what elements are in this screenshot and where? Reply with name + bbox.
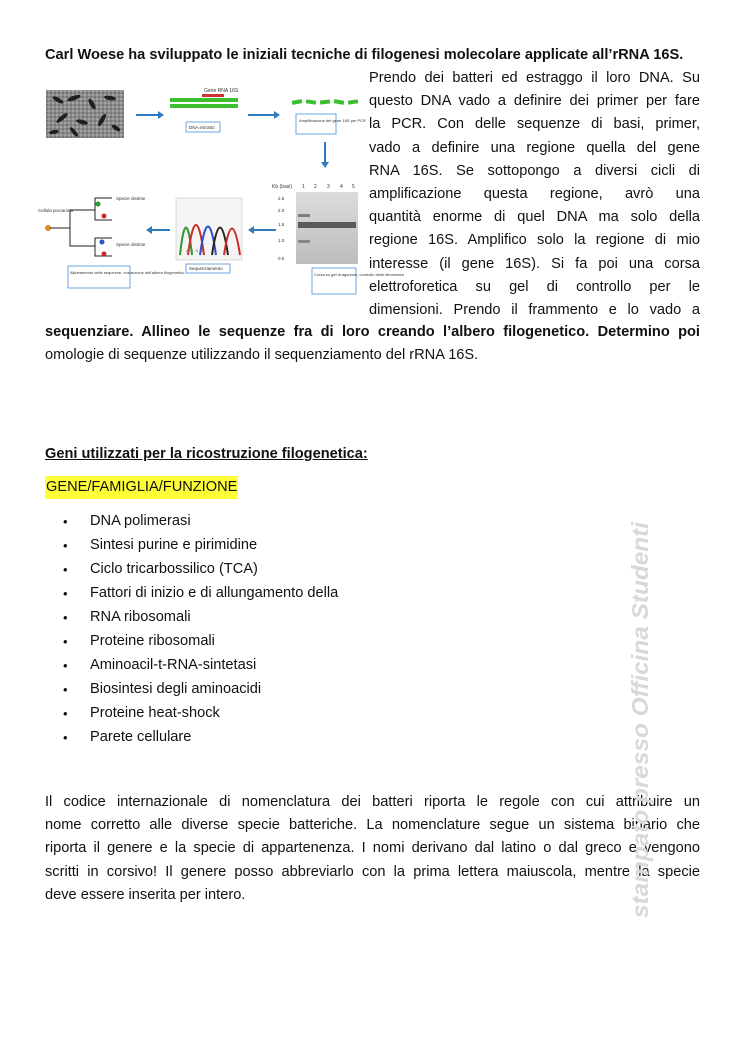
arrow-right-icon: [274, 111, 280, 119]
list-item-text: RNA ribosomali: [90, 609, 191, 625]
bullet-icon: •: [63, 586, 68, 601]
closing-line: nome corretto alle diverse specie batteriche. La nomenclature segue un sistema binario che: [45, 817, 700, 834]
intro-line: RNA 16S. Se sottopongo a diversi cicli di: [369, 162, 700, 179]
closing-line: Il codice internazionale di nomenclatura dei batteri riporta le regole con cui attribuire un: [45, 794, 700, 810]
intro-line: Prendo dei batteri ed estraggo il loro DNA. Su: [369, 70, 700, 86]
list-item: [63, 726, 338, 750]
intro-line: quantità enorme di quel DNA ma solo della: [369, 209, 700, 226]
intro-line: amplificazione questa regione, avrò una: [369, 186, 700, 203]
lane-4: 4: [340, 184, 343, 190]
bases-label: A C G G: [186, 250, 203, 254]
tree-label: Allineamento delle sequenze, costruzione dell'albero filogenetico: [70, 270, 185, 275]
list-item: [63, 630, 338, 654]
kb-label: Kb (basi): [272, 184, 293, 190]
list-item-text: Fattori di inizio e di allungamento della: [90, 585, 339, 601]
arrow-down-icon: [321, 162, 329, 168]
dna-strand: [170, 88, 239, 132]
closing-line: deve essere inserita per intero.: [45, 886, 246, 903]
intro-right-column: [369, 67, 700, 322]
bullet-icon: •: [63, 514, 68, 529]
gene-label: Gene RNA 16S: [204, 88, 239, 94]
bullet-icon: •: [63, 610, 68, 625]
intro-line: la PCR. Con delle sequenze di basi, primer,: [369, 116, 700, 133]
closing-line: scritti in corsivo! Il genere posso abbreviarlo con la prima lettera maiuscola, mentre la specie: [45, 863, 700, 880]
closing-line: riporta il genere e la specie di appartenenza. I nomi derivano dal latino o dal greco e vengono: [45, 840, 700, 857]
arrow-left-icon: [146, 226, 152, 234]
watermark: [618, 520, 658, 920]
list-item: [63, 678, 338, 702]
bacteria-micrograph: [46, 90, 124, 138]
list-item: [63, 558, 338, 582]
arrow-left-icon: [248, 226, 254, 234]
bullet-icon: •: [63, 730, 68, 745]
list-item-text: DNA polimerasi: [90, 513, 191, 529]
intro-line: interesse (il gene 16S). Si fa poi una corsa: [369, 255, 700, 272]
list-item-text: Aminoacil-t-RNA-sintetasi: [90, 657, 257, 673]
list-item: [63, 702, 338, 726]
closing-paragraph: [45, 791, 700, 907]
amplification-label: Amplificazione del gene 16S per PCR: [299, 118, 366, 123]
list-item-text: Biosintesi degli aminoacidi: [90, 681, 262, 697]
list-item: [63, 510, 338, 534]
species-a-label: Specie distinte: [116, 196, 146, 201]
bullet-icon: •: [63, 562, 68, 577]
dna-label: DNA estratto: [189, 125, 215, 130]
gel-label: Corsa su gel di agarosio, controllo delle dimensioni: [314, 272, 405, 277]
lane-1: 1: [302, 184, 305, 190]
amplified-fragments: [292, 99, 366, 134]
cell-label: Cellula procariota: [38, 208, 74, 213]
list-item: [63, 582, 338, 606]
sequencing-chromatogram: [176, 198, 242, 273]
ladder-3: 1.0: [278, 238, 285, 243]
section-heading: Geni utilizzati per la ricostruzione filogenetica:: [45, 446, 368, 462]
bullet-icon: •: [63, 658, 68, 673]
intro-first-line: Carl Woese ha sviluppato le iniziali tecniche di filogenesi molecolare applicate all’rRNA 16S.: [45, 47, 684, 63]
ladder-0: 2.5: [278, 196, 285, 201]
intro-full-line-1: sequenziare. Allineo le sequenze fra di loro creando l’albero filogenetico. Determino poi: [45, 324, 700, 340]
list-item-text: Proteine ribosomali: [90, 633, 215, 649]
list-item: [63, 606, 338, 630]
list-item: [63, 654, 338, 678]
list-item-text: Sintesi purine e pirimidine: [90, 537, 258, 553]
watermark-text: stampato presso Officina Studenti: [627, 543, 653, 918]
intro-line: regione 16S. Amplifico solo la regione di mio: [369, 232, 700, 249]
intro-full-line-2: omologie di sequenze utilizzando il sequenziamento del rRNA 16S.: [45, 347, 479, 364]
species-b-label: Specie distinte: [116, 242, 146, 247]
sequencing-label: Sequenziamento: [189, 266, 223, 271]
gene-list: [63, 510, 338, 750]
intro-continuation: [45, 321, 700, 367]
list-item: [63, 534, 338, 558]
intro-line: vado a definire una regione quella del gene: [369, 139, 700, 156]
bullet-icon: •: [63, 706, 68, 721]
lane-3: 3: [327, 184, 330, 190]
intro-line: questo DNA vado a definire dei primer per fare: [369, 93, 700, 110]
lane-5: 5: [352, 184, 355, 190]
lane-2: 2: [314, 184, 317, 190]
ladder-4: 0.5: [278, 256, 285, 261]
ladder-2: 1.5: [278, 222, 285, 227]
ladder-1: 2.0: [278, 208, 285, 213]
highlighted-label: GENE/FAMIGLIA/FUNZIONE: [45, 476, 238, 499]
bullet-icon: •: [63, 538, 68, 553]
phylogenetic-tree: [38, 196, 185, 288]
intro-line: elettroforetica su gel di controllo per le: [369, 278, 700, 295]
list-item-text: Proteine heat-shock: [90, 705, 220, 721]
list-item-text: Ciclo tricarbossilico (TCA): [90, 561, 258, 577]
workflow-figure: [38, 70, 405, 310]
bullet-icon: •: [63, 634, 68, 649]
bullet-icon: •: [63, 682, 68, 697]
list-item-text: Parete cellulare: [90, 729, 192, 745]
intro-line: dimensioni. Prendo il frammento e lo vado a: [369, 302, 700, 319]
